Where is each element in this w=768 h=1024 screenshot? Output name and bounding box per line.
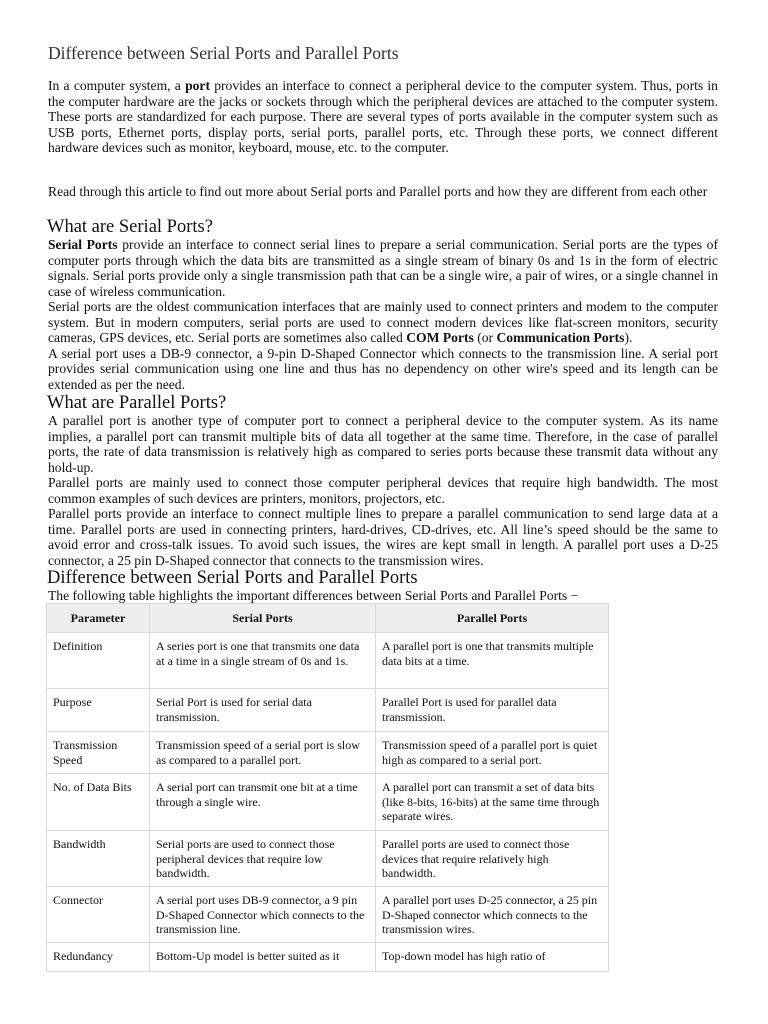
table-cell: Top-down model has high ratio of [376, 943, 609, 972]
header-parallel-ports: Parallel Ports [376, 604, 609, 633]
parallel-paragraph-1: A parallel port is another type of computer port to connect a peripheral device to the computer system. As its name implies, a parallel port can transmit multiple bits of data all together at the same time. Therefore, in the case of parallel ports, the rate of data transmission is relatively high as compared to series ports because these transmit data without any hold-up. [48, 413, 718, 475]
page-title: Difference between Serial Ports and Parallel Ports [48, 43, 399, 63]
serial-paragraph-2: Serial ports are the oldest communication interfaces that are mainly used to connect printers and modem to the computer system. But in modern computers, serial ports are used to connect modern devices like flat-screen monitors, security cameras, GPS devices, etc. Serial ports are sometimes also called COM Ports (or Communication Ports). [48, 299, 718, 345]
parallel-ports-section [48, 413, 718, 568]
table-cell: Redundancy [47, 943, 150, 972]
table-row [47, 887, 609, 943]
table-cell: Transmission speed of a parallel port is quiet high as compared to a serial port. [376, 732, 609, 774]
table-row [47, 831, 609, 887]
table-cell: A parallel port uses D-25 connector, a 25 pin D-Shaped connector which connects to the transmission wires. [376, 887, 609, 943]
difference-intro: The following table highlights the important differences between Serial Ports and Parallel Ports − [48, 588, 579, 603]
table-row [47, 774, 609, 831]
readthrough-paragraph: Read through this article to find out more about Serial ports and Parallel ports and how they are different from each other [48, 184, 708, 199]
communication-ports-term: Communication Ports [496, 330, 625, 345]
com-ports-term: COM Ports [406, 330, 474, 345]
table-cell: Parallel ports are used to connect those devices that require relatively high bandwidth. [376, 831, 609, 887]
table-cell: No. of Data Bits [47, 774, 150, 831]
table-cell: Parallel Port is used for parallel data transmission. [376, 689, 609, 732]
table-header-row [47, 604, 609, 633]
parallel-paragraph-3: Parallel ports provide an interface to connect multiple lines to prepare a parallel communication to send large data at a time. Parallel ports are used in connecting printers, hard-drives, CD-drives, etc. All line’s speed should be the same to avoid error and cross-talk issues. To avoid such issues, the wires are kept small in length. A parallel port uses a D-25 connector, a 25 pin D-Shaped connector that connects to the transmission wires. [48, 506, 718, 568]
table-cell: Serial Port is used for serial data transmission. [150, 689, 376, 732]
table-cell: Purpose [47, 689, 150, 732]
table-cell: Serial ports are used to connect those peripheral devices that require low bandwidth. [150, 831, 376, 887]
table-cell: Transmission Speed [47, 732, 150, 774]
difference-heading: Difference between Serial Ports and Parallel Ports [47, 568, 418, 588]
table-row [47, 732, 609, 774]
table-row [47, 943, 609, 972]
serial-ports-heading: What are Serial Ports? [47, 217, 213, 237]
parallel-ports-heading: What are Parallel Ports? [47, 393, 227, 413]
table-cell: A serial port uses DB-9 connector, a 9 pin D-Shaped Connector which connects to the transmission line. [150, 887, 376, 943]
table-row [47, 689, 609, 732]
table-cell: A parallel port is one that transmits multiple data bits at a time. [376, 633, 609, 689]
intro-paragraph: In a computer system, a port provides an interface to connect a peripheral device to the computer system. Thus, ports in the computer hardware are the jacks or sockets through which the peripheral devices are attached to the computer system. These ports are standardized for each purpose. There are several types of ports available in the computer system such as USB ports, Ethernet ports, display ports, serial ports, parallel ports, etc. Through these ports, we connect different hardware devices such as monitor, keyboard, mouse, etc. to the computer. [48, 78, 718, 155]
table-cell: A parallel port can transmit a set of data bits (like 8-bits, 16-bits) at the same time through separate wires. [376, 774, 609, 831]
port-term: port [185, 78, 210, 93]
serial-paragraph-1: Serial Ports provide an interface to connect serial lines to prepare a serial communication. Serial ports are the types of computer ports through which the data bits are transmitted as a single stream of binary 0s and 1s in the form of electric signals. Serial ports provide only a single transmission path that can be a single wire, a pair of wires, or a single channel in case of wireless communication. [48, 237, 719, 299]
table-cell: A series port is one that transmits one data at a time in a single stream of 0s and 1s. [150, 633, 376, 689]
serial-ports-section [48, 237, 718, 392]
serial-ports-term: Serial Ports [48, 237, 118, 252]
parallel-paragraph-2: Parallel ports are mainly used to connect those computer peripheral devices that require high bandwidth. The most common examples of such devices are printers, monitors, projectors, etc. [48, 475, 718, 506]
table-cell: Bottom-Up model is better suited as it [150, 943, 376, 972]
table-cell: Definition [47, 633, 150, 689]
table-cell: Transmission speed of a serial port is slow as compared to a parallel port. [150, 732, 376, 774]
table-cell: Connector [47, 887, 150, 943]
table-cell: A serial port can transmit one bit at a time through a single wire. [150, 774, 376, 831]
serial-paragraph-3: A serial port uses a DB-9 connector, a 9-pin D-Shaped Connector which connects to the transmission line. A serial port provides serial communication using one line and thus has no dependency on other wire's speed and its length can be extended as per the need. [48, 345, 718, 392]
header-serial-ports: Serial Ports [150, 604, 376, 633]
header-parameter: Parameter [47, 604, 150, 633]
table-row [47, 633, 609, 689]
comparison-table [46, 603, 609, 972]
table-cell: Bandwidth [47, 831, 150, 887]
